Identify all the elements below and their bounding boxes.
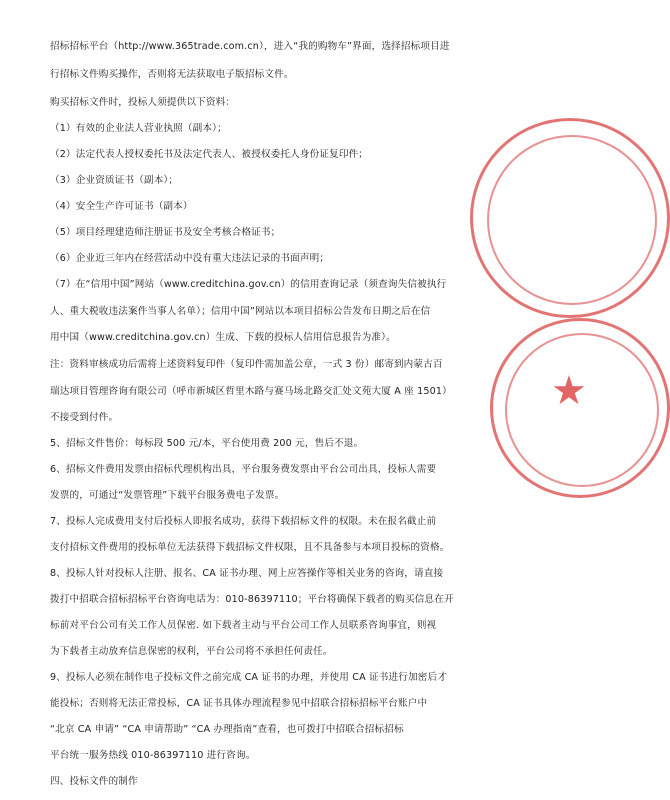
text-line: 5、招标文件售价：每标段 500 元/本，平台使用费 200 元，售后不退。 [50,438,364,449]
text-line: （2）法定代表人授权委托书及法定代表人、被授权委托人身份证复印件； [50,149,369,160]
text-line: 能投标；否则将无法正常投标，CA 证书具体办理流程参见中招联合招标招标平台账户中 [50,698,428,709]
text-line: 购买招标文件时，投标人须提供以下资料： [50,97,236,108]
text-line: 9、投标人必须在制作电子投标文件之前完成 CA 证书的办理，并使用 CA 证书进行加密后才 [50,672,447,683]
red-seal-stamp [490,318,670,498]
text-line: 行招标文件购买操作，否则将无法获取电子版招标文件。 [50,69,294,80]
text-line: 支付招标文件费用的投标单位无法获得下载招标文件权限，且不具备参与本项目投标的资格。 [50,542,450,553]
text-line: 不接受到付件。 [50,412,119,423]
text-line: （5）项目经理建造师注册证书及安全考核合格证书； [50,227,281,238]
text-line: “北京 CA 申请” “CA 申请帮助” “CA 办理指南”查看，也可拨打中招联合招标招标 [50,724,404,735]
text-line: 招标招标平台（http://www.365trade.com.cn），进入“我的购物车”界面，选择招标项目进 [50,41,450,52]
text-line: 平台统一服务热线 010-86397110 进行咨询。 [50,750,256,761]
red-seal-stamp [470,118,670,318]
text-line: 标前对平台公司有关工作人员保密. 如下载者主动与平台公司工作人员联系咨询事宜，则视 [50,620,437,631]
text-line: 为下载者主动放弃信息保密的权利，平台公司将不承担任何责任。 [50,646,333,657]
text-line: 人、重大税收违法案件当事人名单）；信用中国”网站以本项目招标公告发布日期之后在信 [50,306,431,317]
text-line: （4）安全生产许可证书（副本） [50,201,193,212]
text-line: 8、投标人针对投标人注册、报名、CA 证书办理、网上应答操作等相关业务的咨询，请直接 [50,568,444,579]
text-line: 瑞达项目管理咨询有限公司（呼市新城区哲里木路与赛马场北路交汇处文苑大厦 A 座 1501） [50,386,452,397]
text-line: （1）有效的企业法人营业执照（副本）； [50,123,227,134]
text-line: 注：资料审核成功后需将上述资料复印件（复印件需加盖公章，一式 3 份）邮寄到内蒙古百 [50,359,443,370]
text-line: 7、投标人完成费用支付后投标人即报名成功，获得下载招标文件的权限。未在报名截止前 [50,516,437,527]
section-heading: 四、投标文件的制作 [50,776,138,787]
star-icon: ★ [551,368,587,414]
text-line: 拨打中招联合招标招标平台咨询电话为：010-86397110；平台将确保下载者的购买信息在开 [50,594,454,605]
text-line: 发票的，可通过“发票管理”下载平台服务费电子发票。 [50,490,285,501]
text-line: （7）在“信用中国”网站（www.creditchina.gov.cn）的信用查询记录（须查询失信被执行 [50,279,447,290]
text-line: （3）企业资质证书（副本）； [50,175,179,186]
text-line: 用中国（www.creditchina.gov.cn）生成、下载的投标人信用信息报告为准）。 [50,332,396,343]
text-line: 6、招标文件费用发票由招标代理机构出具，平台服务费发票由平台公司出具，投标人需要 [50,464,437,475]
text-line: （6）企业近三年内在经营活动中没有重大违法记录的书面声明； [50,253,330,264]
